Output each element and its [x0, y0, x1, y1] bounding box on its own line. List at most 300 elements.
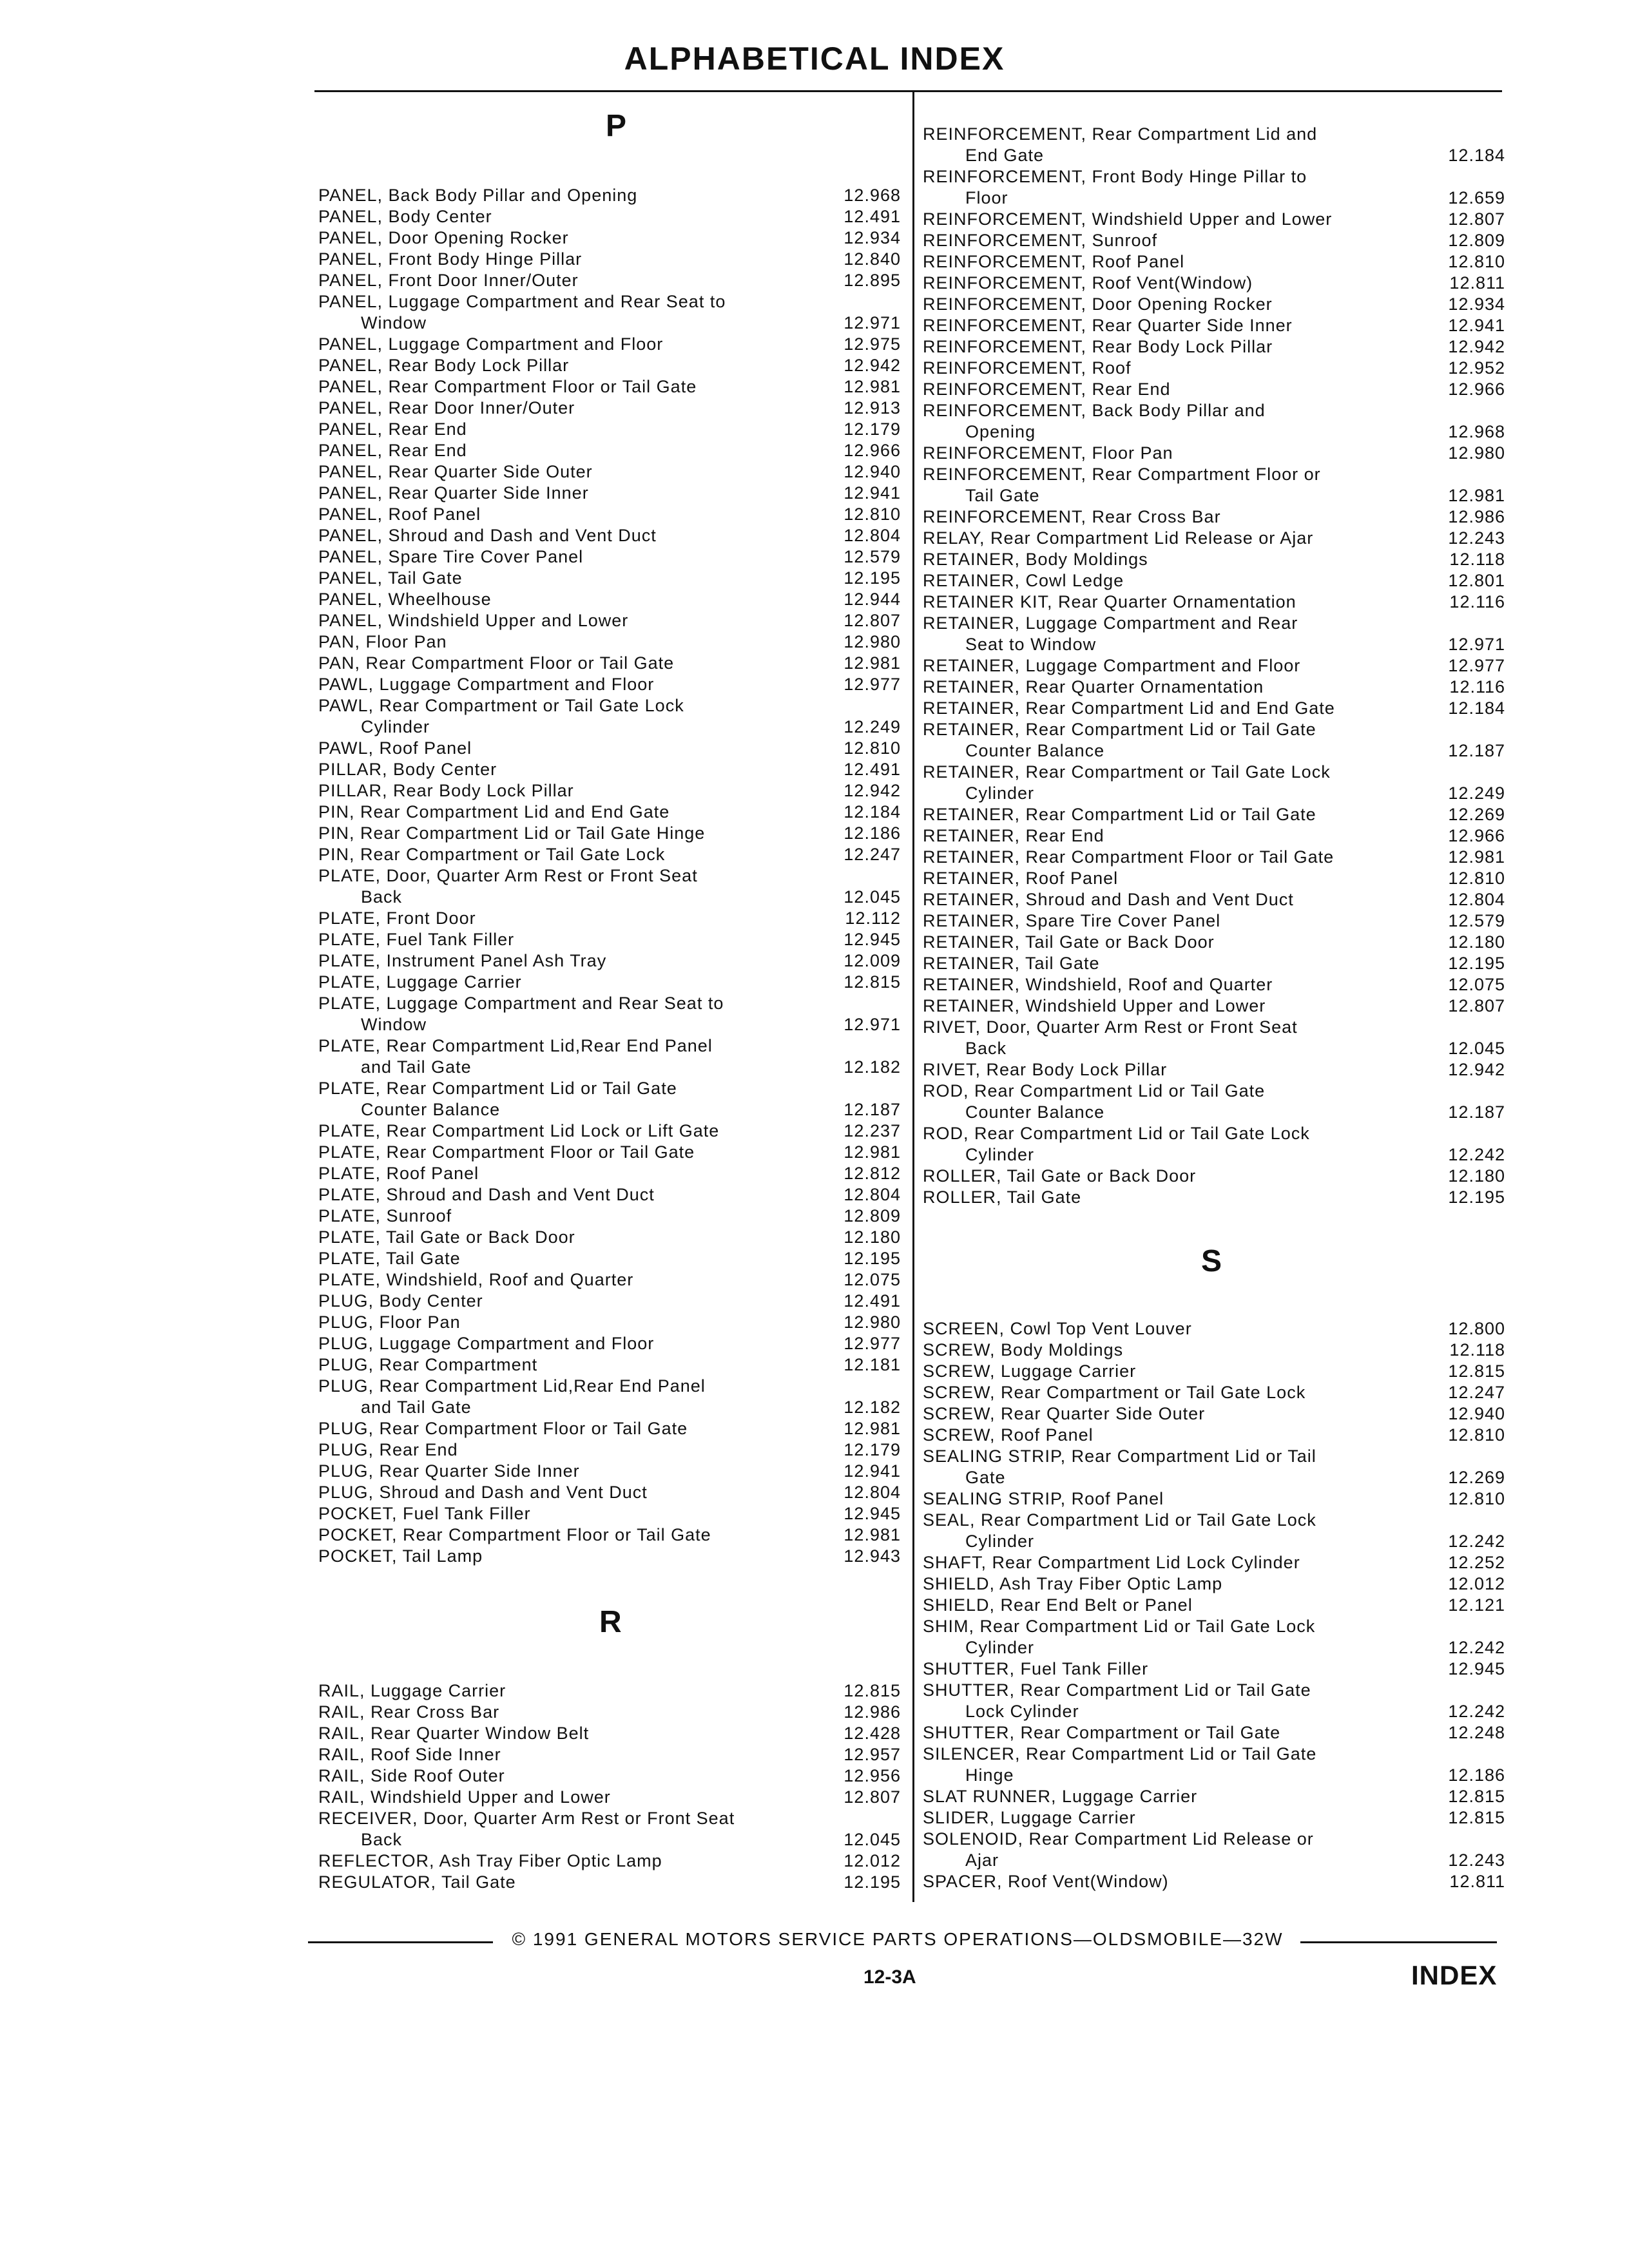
index-entry-text: RETAINER, Tail Gate	[923, 954, 1100, 973]
index-entry-text: RETAINER, Rear Compartment Lid and End Gate	[923, 698, 1335, 718]
index-entry-text: RELAY, Rear Compartment Lid Release or Ajar	[923, 528, 1314, 548]
index-entry-ref: 12.815	[1448, 1361, 1505, 1381]
index-entry-text: PLATE, Rear Compartment Lid Lock or Lift Gate	[318, 1121, 720, 1140]
index-entry-ref: 12.957	[843, 1745, 901, 1764]
index-entry-text: PANEL, Rear Door Inner/Outer	[318, 398, 575, 418]
index-entry-text: RETAINER KIT, Rear Quarter Ornamentation	[923, 592, 1296, 611]
index-entry-ref: 12.981	[843, 653, 901, 673]
index-entry-ref: 12.118	[1449, 550, 1505, 569]
footer-copyright: © 1991 GENERAL MOTORS SERVICE PARTS OPERATIONS—OLDSMOBILE—32W	[512, 1929, 1284, 1949]
index-entry-continuation: Window	[361, 313, 427, 332]
index-entry-continuation: Back	[361, 1830, 403, 1849]
index-entry-continuation: and Tail Gate	[361, 1057, 472, 1077]
index-entry	[318, 206, 905, 227]
index-entry	[923, 1425, 1509, 1446]
index-entry-ref: 12.981	[1448, 847, 1505, 867]
index-entry	[318, 249, 905, 270]
index-entry	[318, 483, 905, 504]
index-entry-text: ROD, Rear Compartment Lid or Tail Gate Lock Cylinder	[923, 1123, 1384, 1166]
index-entry	[923, 1361, 1509, 1382]
index-entry-ref: 12.810	[1448, 252, 1505, 271]
index-entry-ref: 12.579	[843, 547, 901, 566]
index-entry	[923, 1786, 1509, 1807]
index-entry	[318, 950, 905, 972]
page-number: 12-3A	[863, 1966, 916, 1988]
index-entry-text: PANEL, Luggage Compartment and Rear Seat to Window	[318, 291, 780, 334]
index-entry-text: PLATE, Rear Compartment Floor or Tail Gate	[318, 1142, 695, 1162]
index-entry-text: RETAINER, Luggage Compartment and Floor	[923, 656, 1301, 675]
index-entry-text: RAIL, Windshield Upper and Lower	[318, 1787, 611, 1807]
index-entry-text: RAIL, Rear Cross Bar	[318, 1702, 500, 1722]
index-entry-ref: 12.977	[843, 675, 901, 694]
index-entry-ref: 12.195	[1448, 954, 1505, 973]
index-entry-ref: 12.956	[843, 1766, 901, 1785]
index-entry	[318, 1765, 905, 1787]
index-entry-text: PLATE, Luggage Compartment and Rear Seat to Window	[318, 993, 780, 1035]
index-entry-ref: 12.045	[843, 887, 901, 907]
index-entry	[318, 844, 905, 865]
index-entry-ref: 12.579	[1448, 911, 1505, 930]
index-entry-ref: 12.968	[1448, 422, 1505, 441]
index-list-r-left	[318, 1680, 905, 1893]
index-entry-text: PLATE, Tail Gate or Back Door	[318, 1227, 575, 1247]
index-entry-continuation: Cylinder	[965, 783, 1035, 803]
index-entry-ref: 12.181	[843, 1355, 901, 1374]
index-entry-ref: 12.801	[1448, 571, 1505, 590]
index-entry	[318, 1376, 905, 1418]
index-entry-text: PANEL, Body Center	[318, 207, 492, 226]
index-entry-continuation: Cylinder	[965, 1638, 1035, 1657]
index-entry	[923, 974, 1509, 995]
index-entry-text: PAN, Rear Compartment Floor or Tail Gate	[318, 653, 675, 673]
index-entry-text: SOLENOID, Rear Compartment Lid Release or Ajar	[923, 1829, 1384, 1871]
index-entry	[923, 251, 1509, 273]
index-entry-ref: 12.895	[843, 271, 901, 290]
index-entry-ref: 12.975	[843, 334, 901, 354]
index-entry-ref: 12.971	[1448, 635, 1505, 654]
index-entry-ref: 12.810	[1448, 1425, 1505, 1445]
index-entry-text: REINFORCEMENT, Windshield Upper and Lower	[923, 209, 1333, 229]
index-entry	[318, 631, 905, 653]
index-entry	[318, 1723, 905, 1744]
index-entry-text: POCKET, Fuel Tank Filler	[318, 1504, 531, 1523]
index-entry-ref: 12.180	[1448, 1166, 1505, 1186]
index-entry-text: PLUG, Rear End	[318, 1440, 458, 1459]
index-entry-ref: 12.981	[843, 1525, 901, 1544]
index-entry-ref: 12.940	[1448, 1404, 1505, 1423]
index-entry	[318, 1184, 905, 1206]
index-entry-continuation: Counter Balance	[965, 1102, 1105, 1122]
index-entry-text: RIVET, Rear Body Lock Pillar	[923, 1060, 1168, 1079]
index-entry-text: RIVET, Door, Quarter Arm Rest or Front Seat Back	[923, 1017, 1384, 1059]
index-entry-ref: 12.491	[843, 207, 901, 226]
index-entry	[318, 908, 905, 929]
index-entry-text: PLATE, Front Door	[318, 908, 476, 928]
index-entry	[318, 1120, 905, 1142]
index-entry-ref: 12.195	[843, 568, 901, 588]
index-entry	[318, 823, 905, 844]
index-entry	[318, 291, 905, 334]
index-entry	[923, 591, 1509, 613]
index-entry	[318, 589, 905, 610]
index-entry-ref: 12.945	[843, 930, 901, 949]
index-entry	[318, 1354, 905, 1376]
index-entry-text: RETAINER, Spare Tire Cover Panel	[923, 911, 1221, 930]
index-entry-text: PLATE, Instrument Panel Ash Tray	[318, 951, 607, 970]
index-entry	[318, 334, 905, 355]
index-entry-continuation: Cylinder	[965, 1532, 1035, 1551]
index-entry	[923, 868, 1509, 889]
index-entry-ref: 12.986	[843, 1702, 901, 1722]
index-entry	[318, 355, 905, 376]
index-entry-ref: 12.186	[843, 823, 901, 843]
index-entry-text: PLATE, Luggage Carrier	[318, 972, 522, 992]
index-entry-text: SLIDER, Luggage Carrier	[923, 1808, 1136, 1827]
index-entry-ref: 12.810	[1448, 869, 1505, 888]
column-divider	[912, 91, 914, 1902]
index-entry	[923, 443, 1509, 464]
index-entry-ref: 12.815	[843, 1681, 901, 1700]
index-entry-text: RETAINER, Rear End	[923, 826, 1104, 845]
index-entry-ref: 12.243	[1448, 528, 1505, 548]
index-entry	[318, 802, 905, 823]
index-entry-ref: 12.242	[1448, 1532, 1505, 1551]
index-entry-ref: 12.913	[843, 398, 901, 418]
index-entry-ref: 12.804	[843, 1483, 901, 1502]
index-entry-text: SHIM, Rear Compartment Lid or Tail Gate Lock Cylinder	[923, 1616, 1384, 1658]
index-entry	[923, 570, 1509, 591]
index-entry	[318, 546, 905, 568]
index-entry	[923, 358, 1509, 379]
index-entry	[923, 400, 1509, 443]
index-entry-text: PANEL, Rear End	[318, 419, 467, 439]
index-entry-text: PLATE, Door, Quarter Arm Rest or Front Seat Back	[318, 865, 780, 908]
index-entry-text: RETAINER, Body Moldings	[923, 550, 1148, 569]
index-entry	[923, 315, 1509, 336]
index-entry	[923, 762, 1509, 804]
index-entry	[923, 336, 1509, 358]
index-entry-text: SCREW, Roof Panel	[923, 1425, 1094, 1445]
index-entry-text: SHIELD, Rear End Belt or Panel	[923, 1595, 1193, 1615]
index-entry	[923, 1871, 1509, 1892]
index-list-r-right	[923, 124, 1509, 1208]
index-entry	[318, 1078, 905, 1120]
index-entry	[318, 695, 905, 738]
section-name: INDEX	[1411, 1960, 1498, 1990]
index-entry-ref: 12.934	[843, 228, 901, 247]
index-entry-text: SPACER, Roof Vent(Window)	[923, 1872, 1169, 1891]
index-entry-ref: 12.804	[843, 1185, 901, 1204]
index-entry-text: PIN, Rear Compartment Lid and End Gate	[318, 802, 670, 822]
index-entry-text: PANEL, Rear Body Lock Pillar	[318, 356, 570, 375]
index-entry-ref: 12.012	[843, 1851, 901, 1870]
index-entry-ref: 12.184	[1448, 146, 1505, 165]
index-entry-ref: 12.811	[1449, 1872, 1505, 1891]
index-entry-continuation: Seat to Window	[965, 635, 1097, 654]
index-entry	[923, 655, 1509, 677]
index-entry-ref: 12.186	[1448, 1765, 1505, 1785]
index-entry-ref: 12.807	[1448, 996, 1505, 1015]
index-entry-ref: 12.242	[1448, 1638, 1505, 1657]
index-entry	[923, 166, 1509, 209]
index-entry-ref: 12.810	[843, 738, 901, 758]
index-entry	[923, 1382, 1509, 1403]
index-entry-continuation: Cylinder	[965, 1145, 1035, 1164]
footer-rule-left	[308, 1941, 493, 1943]
index-entry	[923, 528, 1509, 549]
index-entry-continuation: End Gate	[965, 146, 1045, 165]
index-entry	[318, 1248, 905, 1269]
index-entry-ref: 12.075	[843, 1270, 901, 1289]
index-entry-text: PIN, Rear Compartment Lid or Tail Gate Hinge	[318, 823, 706, 843]
index-entry-ref: 12.811	[1449, 273, 1505, 293]
index-entry	[923, 1680, 1509, 1722]
index-entry-text: RECEIVER, Door, Quarter Arm Rest or Front Seat Back	[318, 1808, 780, 1850]
index-entry-text: RETAINER, Shroud and Dash and Vent Duct	[923, 890, 1294, 909]
index-entry	[318, 780, 905, 802]
index-entry-text: SEAL, Rear Compartment Lid or Tail Gate Lock Cylinder	[923, 1510, 1384, 1552]
section-letter-r: R	[599, 1605, 622, 1639]
index-entry	[318, 1312, 905, 1333]
index-entry	[318, 865, 905, 908]
index-entry-ref: 12.980	[1448, 443, 1505, 463]
index-entry-ref: 12.941	[843, 483, 901, 503]
index-entry-text: PLATE, Tail Gate	[318, 1249, 461, 1268]
index-entry-text: PANEL, Back Body Pillar and Opening	[318, 186, 638, 205]
index-entry-ref: 12.981	[843, 1142, 901, 1162]
index-entry	[923, 124, 1509, 166]
index-entry-text: SHUTTER, Rear Compartment Lid or Tail Gate Lock Cylinder	[923, 1680, 1384, 1722]
index-entry-text: PLUG, Body Center	[318, 1291, 483, 1311]
index-entry-ref: 12.187	[1448, 741, 1505, 760]
index-entry-text: PLUG, Rear Compartment	[318, 1355, 538, 1374]
index-entry-ref: 12.242	[1448, 1702, 1505, 1721]
index-entry-text: RETAINER, Cowl Ledge	[923, 571, 1124, 590]
index-entry	[923, 825, 1509, 847]
index-entry	[318, 1461, 905, 1482]
index-entry-continuation: Tail Gate	[965, 486, 1040, 505]
index-entry	[923, 294, 1509, 315]
index-entry	[318, 1872, 905, 1893]
index-entry	[318, 1439, 905, 1461]
index-entry-text: SHUTTER, Fuel Tank Filler	[923, 1659, 1149, 1678]
index-entry-ref: 12.180	[1448, 932, 1505, 952]
index-entry-ref: 12.815	[1448, 1808, 1505, 1827]
index-entry-text: REINFORCEMENT, Door Opening Rocker	[923, 294, 1273, 314]
index-entry	[318, 1269, 905, 1291]
index-entry	[318, 1787, 905, 1808]
index-entry-text: SILENCER, Rear Compartment Lid or Tail Gate Hinge	[923, 1744, 1384, 1786]
index-entry	[318, 993, 905, 1035]
index-entry-text: PANEL, Luggage Compartment and Floor	[318, 334, 664, 354]
index-entry-text: PAWL, Luggage Compartment and Floor	[318, 675, 655, 694]
index-entry-text: PLATE, Fuel Tank Filler	[318, 930, 515, 949]
index-entry	[318, 1702, 905, 1723]
index-entry-text: PAWL, Rear Compartment or Tail Gate Lock Cylinder	[318, 695, 780, 738]
index-entry-ref: 12.977	[843, 1334, 901, 1353]
index-entry	[923, 677, 1509, 698]
index-entry	[923, 1081, 1509, 1123]
index-entry-ref: 12.249	[843, 717, 901, 736]
index-entry	[318, 1035, 905, 1078]
index-entry-text: ROLLER, Tail Gate or Back Door	[923, 1166, 1197, 1186]
index-entry-ref: 12.977	[1448, 656, 1505, 675]
index-entry-ref: 12.807	[843, 1787, 901, 1807]
index-entry-ref: 12.242	[1448, 1145, 1505, 1164]
index-entry-text: SCREW, Luggage Carrier	[923, 1361, 1137, 1381]
index-entry	[923, 847, 1509, 868]
index-entry	[923, 1123, 1509, 1166]
index-entry-ref: 12.804	[1448, 890, 1505, 909]
index-entry-ref: 12.807	[1448, 209, 1505, 229]
index-entry	[923, 889, 1509, 910]
index-entry	[923, 1403, 1509, 1425]
index-entry	[318, 227, 905, 249]
index-entry-ref: 12.249	[1448, 783, 1505, 803]
index-entry	[923, 549, 1509, 570]
index-entry-text: PANEL, Rear Quarter Side Inner	[318, 483, 589, 503]
index-entry	[923, 995, 1509, 1017]
index-entry-continuation: Ajar	[965, 1850, 999, 1870]
index-entry	[923, 1318, 1509, 1340]
index-entry	[923, 1017, 1509, 1059]
index-entry-text: SCREW, Rear Compartment or Tail Gate Lock	[923, 1383, 1306, 1402]
index-entry-text: RETAINER, Windshield, Roof and Quarter	[923, 975, 1273, 994]
index-entry-ref: 12.941	[843, 1461, 901, 1481]
index-entry-text: REINFORCEMENT, Rear Compartment Lid and End Gate	[923, 124, 1384, 166]
footer-rule-right	[1300, 1941, 1497, 1943]
index-entry-ref: 12.807	[843, 611, 901, 630]
index-entry-ref: 12.012	[1448, 1574, 1505, 1593]
index-entry-ref: 12.182	[843, 1057, 901, 1077]
index-entry-text: REINFORCEMENT, Roof	[923, 358, 1132, 378]
index-entry-text: ROLLER, Tail Gate	[923, 1187, 1082, 1207]
index-entry	[923, 230, 1509, 251]
index-entry-continuation: Hinge	[965, 1765, 1014, 1785]
index-entry	[923, 1573, 1509, 1595]
index-entry-ref: 12.252	[1448, 1553, 1505, 1572]
index-entry-text: PLATE, Shroud and Dash and Vent Duct	[318, 1185, 655, 1204]
index-entry	[318, 1291, 905, 1312]
index-entry-ref: 12.942	[1448, 337, 1505, 356]
index-entry-text: PANEL, Spare Tire Cover Panel	[318, 547, 584, 566]
index-entry-text: RETAINER, Rear Compartment Lid or Tail Gate Counter Balance	[923, 719, 1384, 762]
index-entry-text: PLATE, Sunroof	[318, 1206, 452, 1225]
index-entry-text: RETAINER, Tail Gate or Back Door	[923, 932, 1215, 952]
index-entry	[318, 440, 905, 461]
index-entry-text: REINFORCEMENT, Rear Quarter Side Inner	[923, 316, 1293, 335]
index-entry	[923, 1807, 1509, 1829]
index-entry-ref: 12.815	[1448, 1787, 1505, 1806]
index-entry-text: PANEL, Rear Compartment Floor or Tail Gate	[318, 377, 697, 396]
index-entry-text: ROD, Rear Compartment Lid or Tail Gate Counter Balance	[923, 1081, 1384, 1123]
index-entry	[923, 932, 1509, 953]
index-entry-text: PLATE, Roof Panel	[318, 1164, 479, 1183]
index-entry	[923, 1187, 1509, 1208]
index-entry-ref: 12.118	[1449, 1340, 1505, 1360]
index-entry	[318, 504, 905, 525]
index-entry-ref: 12.187	[843, 1100, 901, 1119]
index-entry	[318, 1808, 905, 1850]
index-entry-ref: 12.980	[843, 1312, 901, 1332]
index-entry	[923, 1510, 1509, 1552]
index-entry	[318, 525, 905, 546]
index-entry-continuation: Back	[361, 887, 403, 907]
index-list-s	[923, 1318, 1509, 1892]
index-entry-text: PANEL, Wheelhouse	[318, 590, 492, 609]
index-entry	[923, 1829, 1509, 1871]
index-entry	[318, 1163, 905, 1184]
index-entry-ref: 12.187	[1448, 1102, 1505, 1122]
index-entry	[318, 1482, 905, 1503]
index-entry	[318, 398, 905, 419]
index-entry-ref: 12.809	[1448, 231, 1505, 250]
index-entry-text: SCREW, Body Moldings	[923, 1340, 1124, 1360]
index-entry-ref: 12.940	[843, 462, 901, 481]
index-entry-ref: 12.980	[843, 632, 901, 651]
index-entry-text: PLATE, Rear Compartment Lid or Tail Gate Counter Balance	[318, 1078, 780, 1120]
index-entry-ref: 12.179	[843, 419, 901, 439]
index-entry-text: PLUG, Rear Compartment Floor or Tail Gate	[318, 1419, 688, 1438]
index-entry-text: SHAFT, Rear Compartment Lid Lock Cylinder	[923, 1553, 1300, 1572]
index-entry	[318, 461, 905, 483]
index-entry-continuation: Counter Balance	[361, 1100, 501, 1119]
index-entry	[923, 953, 1509, 974]
index-entry-text: REFLECTOR, Ash Tray Fiber Optic Lamp	[318, 1851, 662, 1870]
index-entry-ref: 12.269	[1448, 805, 1505, 824]
index-entry-ref: 12.045	[1448, 1039, 1505, 1058]
index-entry-ref: 12.981	[843, 377, 901, 396]
index-entry	[318, 1206, 905, 1227]
index-entry	[923, 804, 1509, 825]
index-entry-text: RAIL, Roof Side Inner	[318, 1745, 501, 1764]
index-entry-ref: 12.945	[843, 1504, 901, 1523]
index-entry	[318, 1142, 905, 1163]
index-entry-ref: 12.971	[843, 1015, 901, 1034]
index-entry-ref: 12.971	[843, 313, 901, 332]
index-entry	[923, 506, 1509, 528]
index-entry-ref: 12.659	[1448, 188, 1505, 207]
index-entry-text: SCREW, Rear Quarter Side Outer	[923, 1404, 1206, 1423]
index-entry-ref: 12.968	[843, 186, 901, 205]
index-entry	[318, 653, 905, 674]
index-entry-text: SEALING STRIP, Roof Panel	[923, 1489, 1164, 1508]
index-entry	[923, 698, 1509, 719]
index-entry	[923, 1744, 1509, 1786]
index-entry-continuation: Opening	[965, 422, 1036, 441]
index-entry	[923, 1446, 1509, 1488]
index-entry	[923, 1059, 1509, 1081]
index-entry-text: REINFORCEMENT, Roof Panel	[923, 252, 1185, 271]
index-entry-text: REINFORCEMENT, Roof Vent(Window)	[923, 273, 1253, 293]
index-entry-ref: 12.944	[843, 590, 901, 609]
index-entry	[318, 419, 905, 440]
index-entry-text: PAN, Floor Pan	[318, 632, 447, 651]
index-entry	[923, 1552, 1509, 1573]
index-entry	[318, 1744, 905, 1765]
index-entry-ref: 12.981	[843, 1419, 901, 1438]
index-entry-ref: 12.942	[1448, 1060, 1505, 1079]
index-entry-text: PLATE, Rear Compartment Lid,Rear End Panel and Tail Gate	[318, 1035, 780, 1078]
index-entry-ref: 12.116	[1449, 592, 1505, 611]
index-entry-ref: 12.966	[1448, 826, 1505, 845]
index-entry-text: PLUG, Shroud and Dash and Vent Duct	[318, 1483, 648, 1502]
index-entry-ref: 12.966	[843, 441, 901, 460]
index-entry-text: PLUG, Floor Pan	[318, 1312, 461, 1332]
index-entry-text: PAWL, Roof Panel	[318, 738, 472, 758]
index-entry-text: REINFORCEMENT, Floor Pan	[923, 443, 1173, 463]
index-entry-text: REGULATOR, Tail Gate	[318, 1872, 516, 1892]
